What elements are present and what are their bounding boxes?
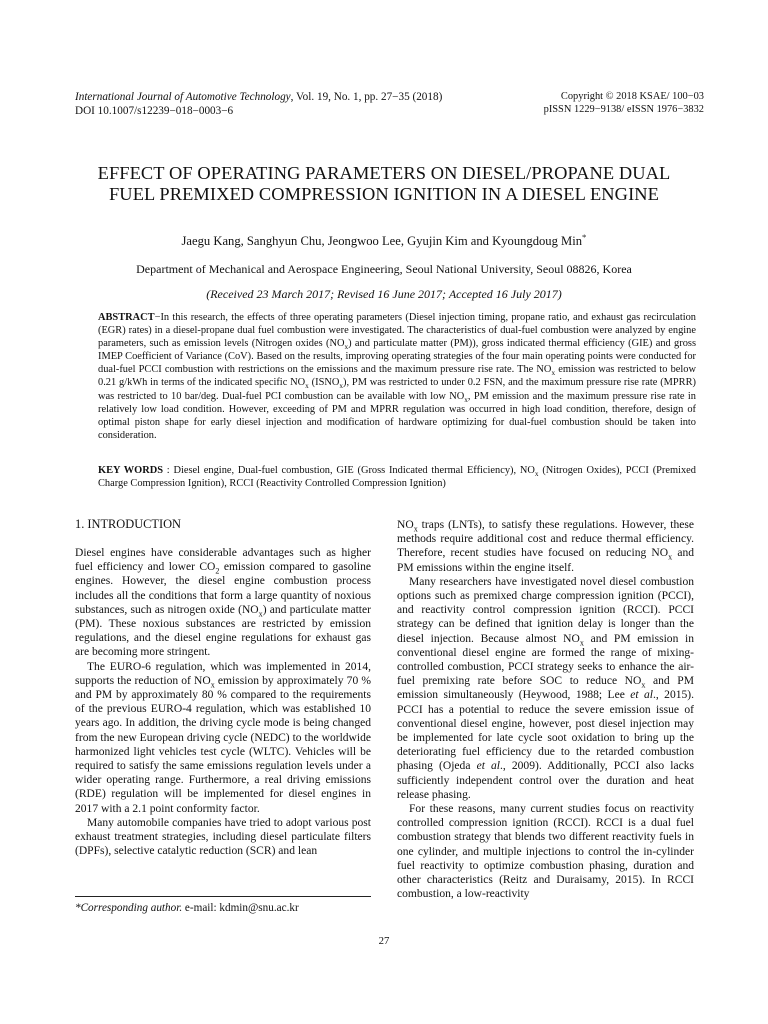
affiliation: Department of Mechanical and Aerospace Engineering, Seoul National University, Seoul 08826, Korea [136, 262, 632, 276]
title-line-1: EFFECT OF OPERATING PARAMETERS ON DIESEL/PROPANE DUAL [97, 163, 671, 183]
paragraph: Many automobile companies have tried to adopt various post exhaust treatment strategies, including diesel particulate filters (DPFs), selective catalytic reduction (SCR) and lean [75, 816, 371, 858]
title-line-2: FUEL PREMIXED COMPRESSION IGNITION IN A DIESEL ENGINE [108, 184, 660, 204]
footnote [75, 902, 299, 914]
paragraph: For these reasons, many current studies focus on reactivity controlled compression ignition (RCCI). RCCI is a dual fuel combustion strategy that blends two different reactivity fuels in one cylinder, and multiple injections to control the in-cylinder fuel reactivity to optimize combustion phasing, duration and other characteristics (Reitz and Duraisamy, 2015). In RCCI combustion, a low-reactivity [397, 803, 694, 901]
footnote-divider [75, 896, 371, 897]
page-number: 27 [378, 935, 390, 947]
key-words: KEY WORDS : Diesel engine, Dual-fuel combustion, GIE (Gross Indicated thermal Efficiency), $NO_x$ (Nitrogen Oxides), PCCI (Premixed Charge Compression Ignition), RCCI (Reactivity Controlled Compression Ignition) [98, 465, 696, 490]
received-dates: (Received 23 March 2017; Revised 16 June 2017; Accepted 16 July 2017) [206, 287, 562, 301]
citation: , Vol. 19, No. 1, pp. 27−35 (2018) [290, 91, 443, 103]
authors: Jaegu Kang, Sanghyun Chu, Jeongwoo Lee, Gyujin Kim and Kyoungdoug Min [181, 234, 583, 248]
left-column [75, 546, 371, 858]
paragraph: $NO_x$ traps (LNTs), to satisfy these regulations. However, these methods require additional cost and reduce thermal efficiency. Therefore, recent studies have focused on reducing $NO_x$ and PM emissions within the engine itself. [397, 519, 695, 574]
paper-title [0, 163, 768, 205]
paragraph: The EURO-6 regulation, which was implemented in 2014, supports the reduction of $NO_x$ emission by approximately 70 % and PM by approximately 80 % compared to the requirements of the previous EURO-4 regulation, which was established 10 years ago. In addition, the driving cycle mode is being changed from the new European driving cycle (NEDC) to the worldwide harmonized light vehicles test cycle (WLTC). Vehicles will be required to satisfy the same emissions regulation levels under a wider operating range. Furthermore, a real driving emissions (RDE) regulation will be implemented for diesel engines in 2017 with a 2.1 point conformity factor. [75, 660, 371, 815]
copyright: Copyright © 2018 KSAE/ 100−03 [560, 91, 704, 102]
keywords-label: KEY WORDS [98, 465, 163, 476]
abstract: ABSTRACT−In this research, the effects of three operating parameters (Diesel injection timing, propane ratio, and exhaust gas recirculation (EGR) rates) in a diesel-propane dual fuel combustion were investigated. The characteristics of dual-fuel combustion were analyzed by engine parameters, such as emission levels (Nitrogen oxides $(NO_x)$ and particulate matter (PM)), gross indicated thermal efficiency (GIE) and gross IMEP Coefficient of Variance (CoV). Based on the results, improving operating strategies of the four main operating points were conducted for dual-fuel PCCI combustion with restrictions on the emissions and the maximum pressure rise rate. The $NO_x$ emission was restricted to below 0.21 g/kWh in terms of the indicated specific $NO_x$ $(ISNO_x)$, PM was restricted to under 0.2 FSN, and the maximum pressure rise rate (MPRR) was restricted to 10 bar/deg. Dual-fuel PCI combustion can be available with low $NO_x$, PM emission and the maximum pressure rise rate in relatively low load condition. However, exceeding of PM and MPRR regulation was occurred in high load condition, therefore, design of optimal piston shape for early diesel injection and modification of hardware optimizing for dual-fuel combustion should be taken into consideration. [98, 312, 696, 441]
paragraph: Many researchers have investigated novel diesel combustion options such as premixed charge compression ignition (PCCI), and reactivity control compression ignition (RCCI). PCCI strategy can be defined that ignition delay is longer than the diesel injection. Because almost $NO_x$ and PM emission in conventional diesel engine are formed the range of mixing-controlled combustion, PCCI strategy seeks to enhance the air-fuel premixing rate before SOC to reduce $NO_x$ and PM emission simultaneously (Heywood, 1988; Lee et al., 2015). PCCI has a potential to reduce the severe emission issue of conventional diesel engine, however, post diesel injection may be implemented for late cycle soot oxidation to bring up the deteriorating fuel efficiency due to the retarded combustion phasing (Ojeda et al., 2009). Additionally, PCCI also lacks sufficiently independent control over the duration and heat release phasing. [397, 575, 695, 801]
corresponding-mark: * [582, 231, 587, 242]
doi: DOI 10.1007/s12239−018−0003−6 [75, 105, 234, 117]
footnote-label: *Corresponding author. [75, 902, 183, 914]
paragraph: Diesel engines have considerable advantages such as higher fuel efficiency and lower $CO_2$ emission compared to gasoline engines. However, the diesel engine combustion process includes all the conditions that form a large quantity of noxious substances, such as nitrogen oxide $(NO_x)$ and particulate matter (PM). These noxious substances are restricted by emission regulations, and the diesel engine regulations for exhaust gas are becoming more stringent. [75, 547, 371, 659]
copyright-block [544, 90, 704, 116]
journal-name: International Journal of Automotive Technology [75, 91, 291, 103]
section-heading-introduction: 1. INTRODUCTION [75, 517, 181, 531]
abstract-label: ABSTRACT [98, 312, 155, 323]
journal-header [75, 90, 442, 118]
issn: pISSN 1229−9138/ eISSN 1976−3832 [543, 104, 704, 115]
footnote-email: e-mail: kdmin@snu.ac.kr [182, 902, 299, 914]
author-list [0, 231, 768, 249]
right-column [397, 518, 694, 901]
